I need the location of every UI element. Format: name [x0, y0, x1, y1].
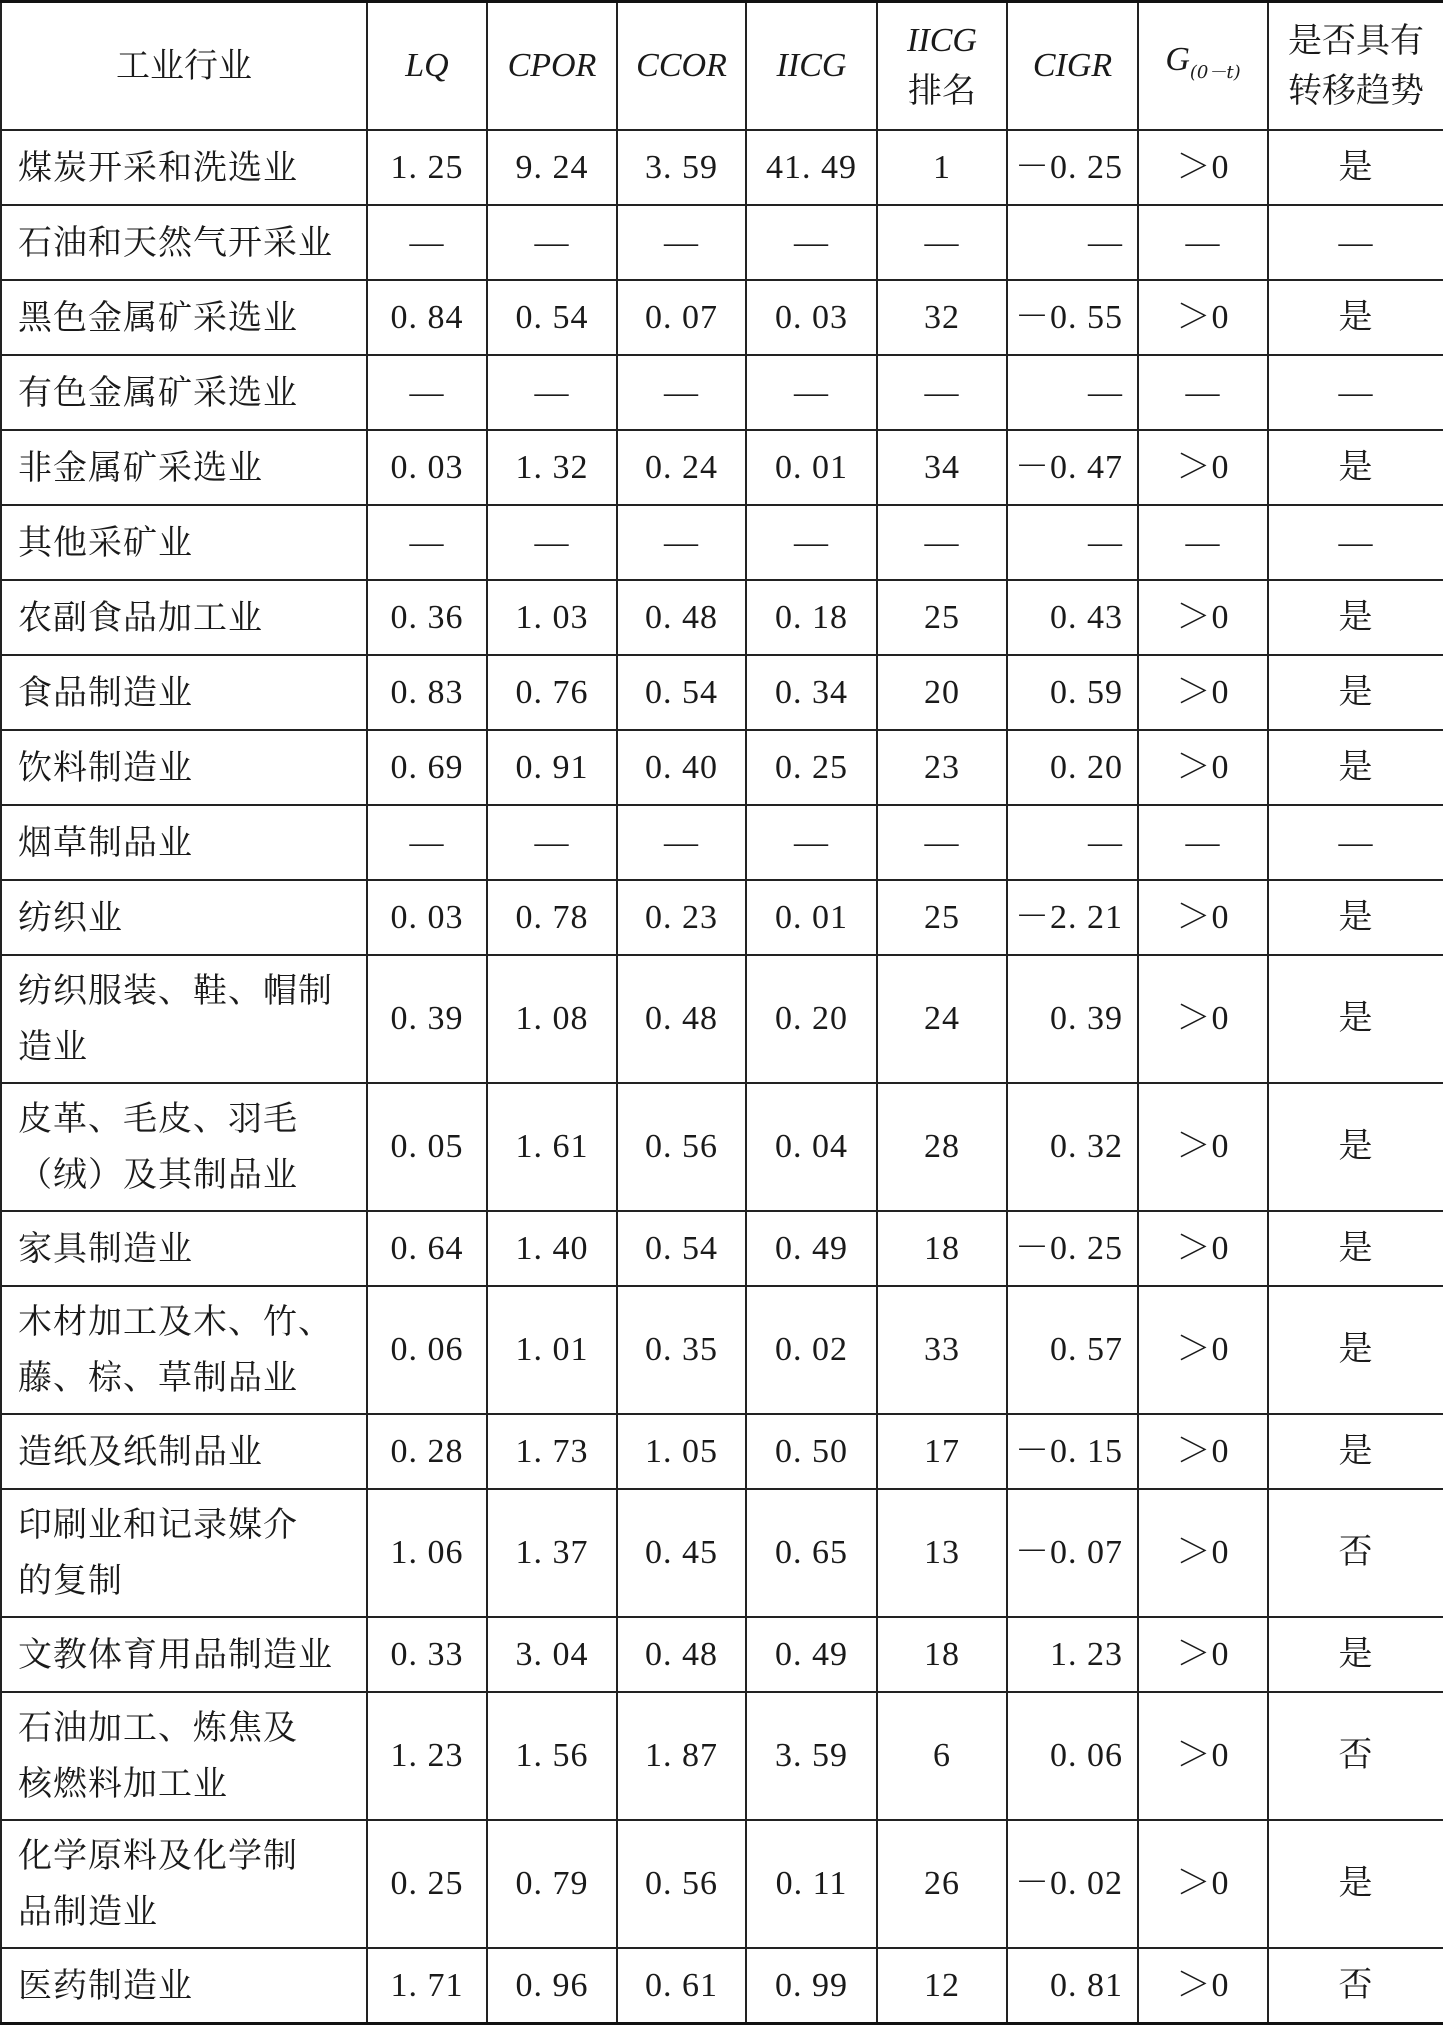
table-body	[1, 130, 1443, 2024]
cell-iicg-rank: 34	[877, 430, 1007, 505]
cell-iicg: 0. 25	[746, 730, 877, 805]
cell-trend: 是	[1268, 955, 1443, 1083]
cell-cigr: 0. 81	[1007, 1948, 1138, 2024]
cell-iicg: 0. 99	[746, 1948, 877, 2024]
cell-ccor: 0. 48	[617, 1617, 746, 1692]
cell-ccor: 0. 56	[617, 1820, 746, 1948]
cell-ccor: 0. 07	[617, 280, 746, 355]
cell-iicg: 0. 01	[746, 430, 877, 505]
cell-cigr: 0. 32	[1007, 1083, 1138, 1211]
cell-g: ＞0	[1138, 880, 1268, 955]
header-iicg-rank-line1: IICG	[907, 22, 977, 59]
cell-g: ＞0	[1138, 730, 1268, 805]
cell-trend: 是	[1268, 130, 1443, 205]
cell-g: ＞0	[1138, 1414, 1268, 1489]
cell-lq: 0. 05	[367, 1083, 487, 1211]
cell-g: ＞0	[1138, 1083, 1268, 1211]
cell-lq: 0. 83	[367, 655, 487, 730]
cell-lq: 0. 84	[367, 280, 487, 355]
cell-iicg: 0. 20	[746, 955, 877, 1083]
cell-lq: 0. 06	[367, 1286, 487, 1414]
cell-g: —	[1138, 205, 1268, 280]
table-row	[1, 1948, 1443, 2024]
cell-g: ＞0	[1138, 280, 1268, 355]
table-row	[1, 505, 1443, 580]
cell-g: ＞0	[1138, 955, 1268, 1083]
cell-iicg: —	[746, 805, 877, 880]
cell-cpor: 9. 24	[487, 130, 617, 205]
cell-trend: 是	[1268, 280, 1443, 355]
cell-trend: 是	[1268, 580, 1443, 655]
table-row	[1, 1211, 1443, 1286]
cell-ccor: —	[617, 205, 746, 280]
cell-g: ＞0	[1138, 1286, 1268, 1414]
industry-name-line1: 石油加工、炼焦及	[18, 1708, 298, 1748]
cell-cpor: 3. 04	[487, 1617, 617, 1692]
cell-industry-name: 非金属矿采选业	[1, 430, 367, 505]
cell-industry-name: 造纸及纸制品业	[1, 1414, 367, 1489]
table-row	[1, 1286, 1443, 1414]
cell-iicg-rank: 28	[877, 1083, 1007, 1211]
cell-ccor: 0. 54	[617, 655, 746, 730]
cell-industry-name	[1, 1083, 367, 1211]
cell-ccor: 0. 24	[617, 430, 746, 505]
cell-trend: 是	[1268, 880, 1443, 955]
industry-name-line1: 纺织服装、鞋、帽制	[18, 971, 333, 1011]
table-row	[1, 1692, 1443, 1820]
cell-industry-name	[1, 1692, 367, 1820]
cell-lq: 0. 33	[367, 1617, 487, 1692]
cell-ccor: 0. 45	[617, 1489, 746, 1617]
cell-industry-name: 家具制造业	[1, 1211, 367, 1286]
table-row	[1, 1489, 1443, 1617]
cell-g: ＞0	[1138, 580, 1268, 655]
cell-cpor: 1. 32	[487, 430, 617, 505]
cell-iicg-rank: 18	[877, 1617, 1007, 1692]
cell-lq: 1. 06	[367, 1489, 487, 1617]
cell-g: ＞0	[1138, 1692, 1268, 1820]
cell-industry-name	[1, 1820, 367, 1948]
header-iicg-rank-line2: 排名	[908, 71, 976, 111]
cell-cigr: 0. 57	[1007, 1286, 1138, 1414]
cell-iicg-rank: 24	[877, 955, 1007, 1083]
cell-cigr: —	[1007, 805, 1138, 880]
cell-iicg-rank: —	[877, 805, 1007, 880]
header-trend-line2: 转移趋势	[1288, 71, 1424, 111]
table-row	[1, 1820, 1443, 1948]
cell-iicg-rank: 12	[877, 1948, 1007, 2024]
cell-cpor: 0. 96	[487, 1948, 617, 2024]
cell-iicg-rank: —	[877, 205, 1007, 280]
cell-industry-name: 纺织业	[1, 880, 367, 955]
cell-ccor: —	[617, 805, 746, 880]
cell-iicg-rank: 26	[877, 1820, 1007, 1948]
cell-cigr: －0. 25	[1007, 130, 1138, 205]
cell-cigr: －0. 07	[1007, 1489, 1138, 1617]
cell-iicg: 0. 02	[746, 1286, 877, 1414]
cell-cpor: 0. 78	[487, 880, 617, 955]
cell-iicg: —	[746, 205, 877, 280]
cell-trend: —	[1268, 355, 1443, 430]
cell-cpor: —	[487, 355, 617, 430]
cell-iicg: 3. 59	[746, 1692, 877, 1820]
cell-lq: 1. 25	[367, 130, 487, 205]
cell-ccor: —	[617, 355, 746, 430]
cell-lq: 0. 03	[367, 880, 487, 955]
cell-cpor: —	[487, 805, 617, 880]
cell-g: ＞0	[1138, 1489, 1268, 1617]
cell-cigr: －0. 15	[1007, 1414, 1138, 1489]
cell-lq: 0. 03	[367, 430, 487, 505]
industry-name-line2: 品制造业	[18, 1892, 158, 1932]
cell-industry-name: 煤炭开采和洗选业	[1, 130, 367, 205]
cell-iicg-rank: 1	[877, 130, 1007, 205]
cell-iicg: 0. 11	[746, 1820, 877, 1948]
cell-industry-name	[1, 955, 367, 1083]
cell-ccor: 0. 23	[617, 880, 746, 955]
cell-cpor: 1. 08	[487, 955, 617, 1083]
cell-cpor: —	[487, 505, 617, 580]
cell-cigr: －2. 21	[1007, 880, 1138, 955]
cell-cigr: 0. 20	[1007, 730, 1138, 805]
cell-trend: 是	[1268, 1286, 1443, 1414]
header-g	[1138, 2, 1268, 131]
cell-trend: 是	[1268, 655, 1443, 730]
cell-cigr: －0. 47	[1007, 430, 1138, 505]
cell-iicg-rank: 20	[877, 655, 1007, 730]
cell-iicg-rank: 23	[877, 730, 1007, 805]
industry-name-line2: 的复制	[18, 1561, 123, 1601]
cell-cigr: －0. 55	[1007, 280, 1138, 355]
cell-industry-name: 黑色金属矿采选业	[1, 280, 367, 355]
cell-lq: 0. 25	[367, 1820, 487, 1948]
cell-iicg: 0. 65	[746, 1489, 877, 1617]
cell-cpor: 1. 56	[487, 1692, 617, 1820]
cell-trend: 否	[1268, 1692, 1443, 1820]
table-row	[1, 955, 1443, 1083]
cell-cigr: 0. 59	[1007, 655, 1138, 730]
cell-iicg-rank: 18	[877, 1211, 1007, 1286]
table-row	[1, 1414, 1443, 1489]
cell-iicg-rank: —	[877, 355, 1007, 430]
cell-industry-name: 农副食品加工业	[1, 580, 367, 655]
cell-iicg: —	[746, 355, 877, 430]
cell-g: ＞0	[1138, 1617, 1268, 1692]
cell-cpor: 0. 79	[487, 1820, 617, 1948]
cell-cigr: —	[1007, 505, 1138, 580]
table-row	[1, 730, 1443, 805]
table-header	[1, 2, 1443, 131]
industry-name-line1: 印刷业和记录媒介	[18, 1505, 298, 1545]
cell-g: ＞0	[1138, 430, 1268, 505]
cell-g: —	[1138, 805, 1268, 880]
cell-iicg: 0. 49	[746, 1617, 877, 1692]
cell-lq: 1. 71	[367, 1948, 487, 2024]
cell-lq: 0. 69	[367, 730, 487, 805]
cell-ccor: 0. 48	[617, 580, 746, 655]
cell-cpor: 1. 03	[487, 580, 617, 655]
header-row	[1, 2, 1443, 131]
header-trend	[1268, 2, 1443, 131]
header-ccor: CCOR	[617, 2, 746, 131]
cell-cigr: —	[1007, 205, 1138, 280]
cell-lq: 0. 28	[367, 1414, 487, 1489]
cell-trend: 是	[1268, 1083, 1443, 1211]
cell-iicg-rank: 32	[877, 280, 1007, 355]
cell-ccor: 0. 54	[617, 1211, 746, 1286]
cell-cpor: —	[487, 205, 617, 280]
cell-trend: 否	[1268, 1948, 1443, 2024]
cell-cigr: －0. 25	[1007, 1211, 1138, 1286]
cell-g: ＞0	[1138, 1820, 1268, 1948]
table-row	[1, 1617, 1443, 1692]
table-row	[1, 580, 1443, 655]
table-row	[1, 355, 1443, 430]
table-row	[1, 430, 1443, 505]
table-row	[1, 205, 1443, 280]
cell-trend: 是	[1268, 1211, 1443, 1286]
table-row	[1, 880, 1443, 955]
header-iicg-rank	[877, 2, 1007, 131]
cell-ccor: 0. 35	[617, 1286, 746, 1414]
cell-industry-name: 医药制造业	[1, 1948, 367, 2024]
cell-iicg: —	[746, 505, 877, 580]
cell-industry-name: 饮料制造业	[1, 730, 367, 805]
cell-g: ＞0	[1138, 130, 1268, 205]
cell-iicg: 0. 01	[746, 880, 877, 955]
cell-iicg-rank: 13	[877, 1489, 1007, 1617]
industry-name-line2: 核燃料加工业	[18, 1764, 228, 1804]
cell-iicg: 0. 03	[746, 280, 877, 355]
cell-cpor: 1. 61	[487, 1083, 617, 1211]
cell-lq: 0. 36	[367, 580, 487, 655]
cell-cigr: 1. 23	[1007, 1617, 1138, 1692]
cell-lq: —	[367, 205, 487, 280]
cell-trend: 是	[1268, 430, 1443, 505]
cell-ccor: 0. 40	[617, 730, 746, 805]
cell-ccor: 0. 48	[617, 955, 746, 1083]
header-cpor: CPOR	[487, 2, 617, 131]
table-row	[1, 130, 1443, 205]
cell-ccor: 1. 87	[617, 1692, 746, 1820]
header-g-main: G	[1165, 41, 1190, 79]
cell-lq: —	[367, 805, 487, 880]
cell-iicg: 0. 04	[746, 1083, 877, 1211]
cell-industry-name: 有色金属矿采选业	[1, 355, 367, 430]
cell-trend: 是	[1268, 730, 1443, 805]
cell-lq: 1. 23	[367, 1692, 487, 1820]
cell-iicg-rank: 33	[877, 1286, 1007, 1414]
cell-industry-name: 烟草制品业	[1, 805, 367, 880]
cell-g: ＞0	[1138, 1211, 1268, 1286]
cell-cpor: 1. 37	[487, 1489, 617, 1617]
cell-g: ＞0	[1138, 655, 1268, 730]
cell-iicg: 0. 34	[746, 655, 877, 730]
cell-iicg: 41. 49	[746, 130, 877, 205]
table-row	[1, 1083, 1443, 1211]
cell-industry-name: 文教体育用品制造业	[1, 1617, 367, 1692]
industry-name-line1: 木材加工及木、竹、	[18, 1302, 333, 1342]
cell-industry-name	[1, 1286, 367, 1414]
industry-name-line2: （绒）及其制品业	[18, 1155, 298, 1195]
cell-trend: 否	[1268, 1489, 1443, 1617]
cell-cpor: 0. 91	[487, 730, 617, 805]
cell-trend: 是	[1268, 1414, 1443, 1489]
cell-cigr: －0. 02	[1007, 1820, 1138, 1948]
cell-cpor: 0. 54	[487, 280, 617, 355]
table-row	[1, 280, 1443, 355]
header-cigr: CIGR	[1007, 2, 1138, 131]
header-industry: 工业行业	[1, 2, 367, 131]
table-row	[1, 805, 1443, 880]
cell-cigr: 0. 39	[1007, 955, 1138, 1083]
cell-lq: 0. 39	[367, 955, 487, 1083]
cell-iicg-rank: 6	[877, 1692, 1007, 1820]
cell-iicg: 0. 18	[746, 580, 877, 655]
industry-name-line2: 造业	[18, 1027, 88, 1067]
cell-ccor: 0. 61	[617, 1948, 746, 2024]
cell-ccor: 3. 59	[617, 130, 746, 205]
cell-industry-name: 石油和天然气开采业	[1, 205, 367, 280]
cell-iicg: 0. 49	[746, 1211, 877, 1286]
cell-cigr: 0. 06	[1007, 1692, 1138, 1820]
cell-ccor: —	[617, 505, 746, 580]
industry-name-line1: 化学原料及化学制	[18, 1836, 298, 1876]
cell-ccor: 1. 05	[617, 1414, 746, 1489]
cell-g: —	[1138, 505, 1268, 580]
cell-industry-name: 食品制造业	[1, 655, 367, 730]
header-g-sub: (0－t)	[1189, 61, 1241, 83]
table-row	[1, 655, 1443, 730]
cell-trend: —	[1268, 805, 1443, 880]
cell-trend: 是	[1268, 1820, 1443, 1948]
cell-cigr: 0. 43	[1007, 580, 1138, 655]
cell-lq: 0. 64	[367, 1211, 487, 1286]
cell-trend: 是	[1268, 1617, 1443, 1692]
cell-iicg-rank: 17	[877, 1414, 1007, 1489]
cell-cigr: —	[1007, 355, 1138, 430]
header-iicg: IICG	[746, 2, 877, 131]
cell-cpor: 1. 73	[487, 1414, 617, 1489]
header-trend-line1: 是否具有	[1288, 21, 1424, 61]
cell-g: ＞0	[1138, 1948, 1268, 2024]
cell-iicg: 0. 50	[746, 1414, 877, 1489]
industry-name-line1: 皮革、毛皮、羽毛	[18, 1099, 298, 1139]
cell-industry-name	[1, 1489, 367, 1617]
cell-lq: —	[367, 355, 487, 430]
cell-iicg-rank: —	[877, 505, 1007, 580]
cell-iicg-rank: 25	[877, 580, 1007, 655]
cell-trend: —	[1268, 505, 1443, 580]
cell-cpor: 1. 40	[487, 1211, 617, 1286]
cell-cpor: 0. 76	[487, 655, 617, 730]
cell-lq: —	[367, 505, 487, 580]
cell-trend: —	[1268, 205, 1443, 280]
cell-industry-name: 其他采矿业	[1, 505, 367, 580]
cell-cpor: 1. 01	[487, 1286, 617, 1414]
industry-name-line2: 藤、棕、草制品业	[18, 1358, 298, 1398]
cell-ccor: 0. 56	[617, 1083, 746, 1211]
cell-g: —	[1138, 355, 1268, 430]
cell-iicg-rank: 25	[877, 880, 1007, 955]
header-lq: LQ	[367, 2, 487, 131]
